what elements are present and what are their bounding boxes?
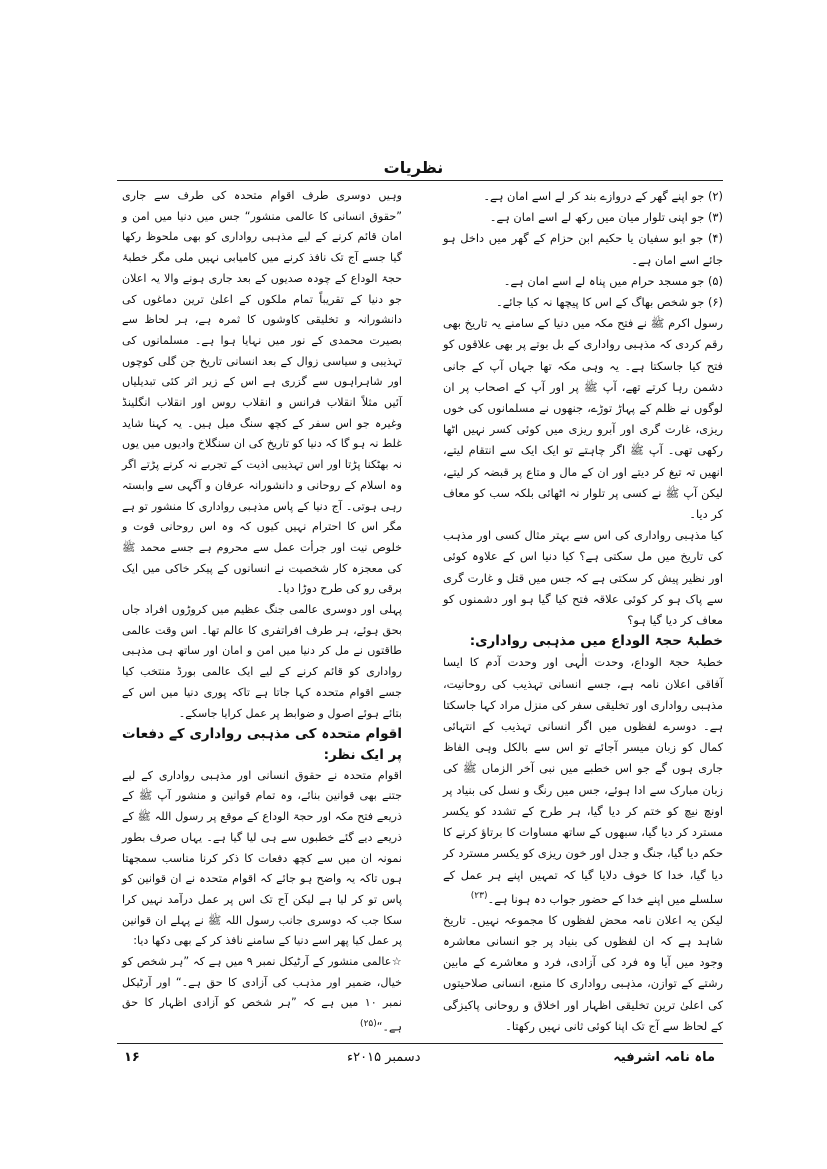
list-item: (۶) جو شخص بھاگ کے اس کا پیچھا نہ کیا جائے۔	[495, 295, 723, 310]
list-item: (۴) جو ابو سفیان یا حکیم ابن حزام کے گھر میں داخل ہو جائے اسے امان ہے۔	[443, 231, 723, 267]
section-heading: اقوام متحدہ کی مذہبی رواداری کے دفعات پر ایک نظر:	[122, 726, 402, 763]
paragraph: کیا مذہبی رواداری کی اس سے بہتر مثال کسی اور مذہب کی تاریخ میں مل سکتی ہے؟ کیا دنیا اس کے علاوہ کوئی اور نظیر پیش کر سکتی ہے کہ جس میں قتل و غارت گری سے پاک ہو کر کوئی علاقہ فتح کیا گیا ہو اور دشمنوں کو معاف کر دیا گیا ہو؟	[443, 528, 723, 628]
page-title: نظریات	[383, 158, 444, 177]
paragraph: لیکن یہ اعلان نامہ محض لفظوں کا مجموعہ نہیں۔ تاریخ شاہد ہے کہ ان لفظوں کی بنیاد پر جو انسانی معاشرہ وجود میں آیا وہ فرد کی آزادی، فرد و معاشرے کے مابین رشتے کے توازن، مذہبی رواداری کا منبع، انسانی صلاحیتوں کی اعلیٰ ترین تخلیقی اظہار اور اخلاق و روحانی پاکیزگی کے لحاظ سے آج تک اپنا کوئی ثانی نہیں رکھتا۔	[443, 912, 723, 1033]
paragraph: وہیں دوسری طرف اقوام متحدہ کی طرف سے جاری ”حقوق انسانی کا عالمی منشور“ جس میں دنیا میں امن و امان قائم کرنے کے لیے مذہبی رواداری کو بھی ملحوظ رکھا گیا جسے آج تک نافذ کرنے میں کامیابی نہیں ملی مگر خطبۂ حجۃ الوداع کے چودہ صدیوں کے بعد جاری ہونے والا یہ اعلان جو دنیا کے تقریباً تمام ملکوں کے اعلیٰ ترین دماغوں کی دانشورانہ و تخلیقی کاوشوں کا ثمرہ ہے، ہر لحاظ سے بصیرت محمدی کے نور میں نہایا ہوا ہے۔ مسلمانوں کی تہذیبی و سیاسی زوال کے بعد انسانی تاریخ جن گلی کوچوں اور شاہراہوں سے گزری ہے اس کے زیر اثر کئی تبدیلیاں آئیں مثلاً انقلاب فرانس و انقلاب روس اور انقلاب انگلینڈ وغیرہ جو اس سفر کے کچھ سنگ میل ہیں۔ یہ کہنا شاید غلط نہ ہو گا کہ دنیا کو تاریخ کی ان سنگلاخ وادیوں میں یوں نہ بھٹکنا پڑتا اور اس تہذیبی اذیت کے تجربے نہ کرنے پڑتے اگر وہ اسلام کے روحانی و دانشورانہ عرفان و آگہی سے وابستہ رہی ہوتی۔ آج دنیا کے پاس مذہبی رواداری کا منشور تو ہے مگر اس کا احترام نہیں کیوں کہ وہ اس روحانی قوت و خلوص نیت اور جرأت عمل سے محروم ہے جسے محمد ﷺ کی معجزہ کار شخصیت نے انسانوں کے پیکر خاکی میں ایک برقی رو کی طرح دوڑا دیا۔	[122, 189, 402, 596]
right-column	[443, 186, 723, 1037]
footnote-ref: (۲۳)	[470, 890, 488, 901]
list-item: (۳) جو اپنی تلوار میان میں رکھ لے اسے امان ہے۔	[489, 210, 723, 225]
left-column	[122, 186, 402, 1039]
magazine-name: ماہ نامہ اشرفیہ	[613, 1050, 715, 1065]
header-rule	[117, 180, 723, 181]
paragraph-text: ☆عالمی منشور کے آرٹیکل نمبر ۹ میں ہے کہ ”ہر شخص کو خیال، ضمیر اور مذہب کی آزادی کا حق ہے۔“ اور آرٹیکل نمبر ۱۰ میں ہے کہ ”ہر شخص کو آزادی اظہار کا حق ہے۔“	[122, 955, 402, 1034]
paragraph-text: خطبۂ حجۃ الوداع، وحدت الٰہی اور وحدت آدم کا ایسا آفاقی اعلان نامہ ہے، جسے انسانی تہذیب کی روحانیت، مذہبی رواداری اور تخلیقی سفر کی منزل مراد کہا جاسکتا ہے۔ دوسرے لفظوں میں اگر انسانی تہذیب کے انتہائی کمال کو زبان میسر آجائے تو اس سے بالکل وہی الفاظ جاری ہوں گے جو اس خطبے میں نبی آخر الزماں ﷺ کی زبان مبارک سے ادا ہوئے، جس میں رنگ و نسل کی بنیاد پر اونچ نیچ کو ختم کر دیا گیا، ہر طرح کے تشدد کو یکسر مسترد کر دیا گیا، سبھوں کے ساتھ مساوات کا برتاؤ کرنے کا حکم دیا گیا، جنگ و جدل اور خون ریزی کو یکسر مسترد کر دیا گیا، خدا کا خوف دلایا گیا کہ تمہیں اپنے ہر عمل کے سلسلے میں اپنے خدا کے حضور جواب دہ ہونا ہے۔	[443, 655, 723, 906]
list-item: (۵) جو مسجد حرام میں پناہ لے اسے امان ہے۔	[503, 273, 723, 288]
section-heading: خطبۂ حجۃ الوداع میں مذہبی رواداری:	[469, 633, 723, 650]
list-item: (۲) جو اپنے گھر کے دروازے بند کر لے اسے امان ہے۔	[483, 189, 723, 203]
paragraph: پہلی اور دوسری عالمی جنگ عظیم میں کروڑوں افراد جاں بحق ہوئے، ہر طرف افراتفری کا عالم تھا۔ اس وقت عالمی طاقتوں نے مل کر دنیا میں امن و امان اور ساتھ ہی مذہبی رواداری کو قائم کرنے کے لیے ایک عالمی بورڈ منتخب کیا جسے اقوام متحدہ کہا جاتا ہے تاکہ پوری دنیا میں اس کے بتائے ہوئے اصول و ضوابط پر عمل کرایا جاسکے۔	[122, 603, 402, 720]
page-number: ۱۶	[124, 1050, 140, 1065]
footnote-ref: (۲۵)	[360, 1019, 377, 1030]
paragraph: اقوام متحدہ نے حقوق انسانی اور مذہبی رواداری کے لیے جتنے بھی قوانین بنائے، وہ تمام قوانین و منشور آپ ﷺ کے ذریعے فتح مکہ اور حجۃ الوداع کے موقع پر رسول اللہ ﷺ کے ذریعے دیے گئے خطبوں سے ہی لیا گیا ہے۔ یہاں صرف بطور نمونہ ان میں سے کچھ دفعات کا ذکر کرنا مناسب سمجھتا ہوں تاکہ یہ واضح ہو جائے کہ اقوام متحدہ نے ان قوانین کو پاس تو کر لیا ہے لیکن آج تک اس پر عمل درآمد نہیں کرا سکا جب کہ دوسری جانب رسول اللہ ﷺ نے پہلے ان قوانین پر عمل کیا پھر اسے دنیا کے سامنے نافذ کر کے بھی دکھا دیا:	[122, 768, 402, 948]
footer-rule	[117, 1043, 723, 1044]
paragraph	[122, 952, 402, 1039]
paragraph	[443, 652, 723, 909]
issue-date: دسمبر ۲۰۱۵ء	[347, 1050, 421, 1065]
paragraph: رسول اکرم ﷺ نے فتح مکہ میں دنیا کے سامنے یہ تاریخ بھی رقم کردی کہ مذہبی رواداری کے بل بوتے پر بھی علاقوں کو فتح کیا جاسکتا ہے۔ یہ وہی مکہ تھا جہاں آپ کے جانی دشمن رہا کرتے تھے، آپ ﷺ پر اور آپ کے اصحاب پر ان لوگوں نے ظلم کے پہاڑ توڑے، جنھوں نے مسلمانوں کی خوں ریزی، غارت گری اور آبرو ریزی میں کوئی کسر نہیں اٹھا رکھی تھی۔ آپ ﷺ اگر چاہتے تو ایک ایک سے انتقام لیتے، انھیں تہ تیغ کر دیتے اور ان کے مال و متاع پر قبضہ کر لیتے، لیکن آپ ﷺ نے کسی پر تلوار نہ اٹھائی بلکہ سب کو معاف کر دیا۔	[443, 316, 723, 522]
